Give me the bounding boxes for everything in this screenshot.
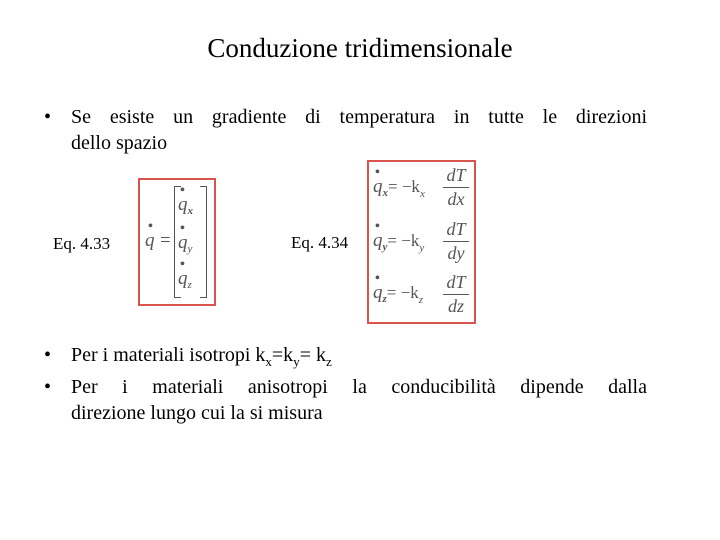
- bullet-marker: •: [44, 376, 52, 398]
- dot-mark: •: [375, 219, 380, 234]
- frac-numerator: dT: [446, 272, 466, 292]
- eq-434-frac-x: [443, 165, 469, 210]
- bullet-anisotropic-line2: direzione lungo cui la si misura: [71, 402, 323, 424]
- bullet-gradient: [44, 104, 647, 156]
- eq-433-qx: $q_x$: [178, 194, 193, 217]
- eq-433-right-bracket: [200, 186, 207, 298]
- dot-mark: •: [180, 183, 185, 198]
- eq-433-label: Eq. 4.33: [53, 234, 111, 253]
- eq-434-frac-y: [443, 219, 469, 264]
- bullet-marker: •: [44, 106, 52, 128]
- isotropic-eq1: =k: [271, 344, 294, 366]
- slide-title: Conduzione tridimensionale: [207, 33, 513, 63]
- frac-denominator: dx: [447, 189, 465, 209]
- eq-434-row-x: $q_x= -k_x$: [373, 176, 425, 200]
- eq-434-box: [367, 160, 476, 324]
- isotropic-eq2: = k: [299, 344, 326, 366]
- isotropic-text: Per i materiali isotropi k: [71, 344, 266, 366]
- eq-433-lhs: q: [145, 230, 155, 251]
- sub-y: y: [293, 354, 300, 369]
- eq-434-frac-z: [443, 272, 469, 317]
- eq-434-label: Eq. 4.34: [291, 233, 349, 252]
- bullet-anisotropic-line1: Per i materiali anisotropi la conducibilità dipende dalla: [71, 376, 647, 398]
- frac-bar: [443, 187, 469, 188]
- frac-numerator: dT: [446, 219, 466, 239]
- eq-433-qy: $q_y$: [178, 232, 193, 255]
- eq-433-qz: $q_z$: [178, 268, 192, 291]
- frac-bar: [443, 294, 469, 295]
- frac-bar: [443, 241, 469, 242]
- frac-denominator: dz: [447, 296, 464, 316]
- bullet-gradient-line2: dello spazio: [71, 132, 168, 154]
- eq-433-equals: =: [160, 230, 171, 251]
- frac-numerator: dT: [446, 165, 466, 185]
- sub-x: x: [265, 354, 272, 369]
- bullet-anisotropic: [44, 374, 647, 426]
- eq-433-box: [138, 178, 216, 306]
- eq-434-row-y: $q_y= -k_y$: [373, 230, 425, 254]
- dot-mark: •: [180, 257, 185, 272]
- bullet-marker: •: [44, 344, 52, 366]
- bullet-isotropic: [44, 342, 647, 370]
- dot-mark: •: [148, 219, 153, 234]
- sub-z: z: [325, 354, 332, 369]
- dot-mark: •: [180, 221, 185, 236]
- bullet-gradient-line1: Se esiste un gradiente di temperatura in tutte le direzioni: [71, 106, 647, 128]
- eq-434-row-z: $q_z= -k_z$: [373, 282, 423, 306]
- dot-mark: •: [375, 271, 380, 286]
- frac-denominator: dy: [447, 243, 465, 263]
- dot-mark: •: [375, 165, 380, 180]
